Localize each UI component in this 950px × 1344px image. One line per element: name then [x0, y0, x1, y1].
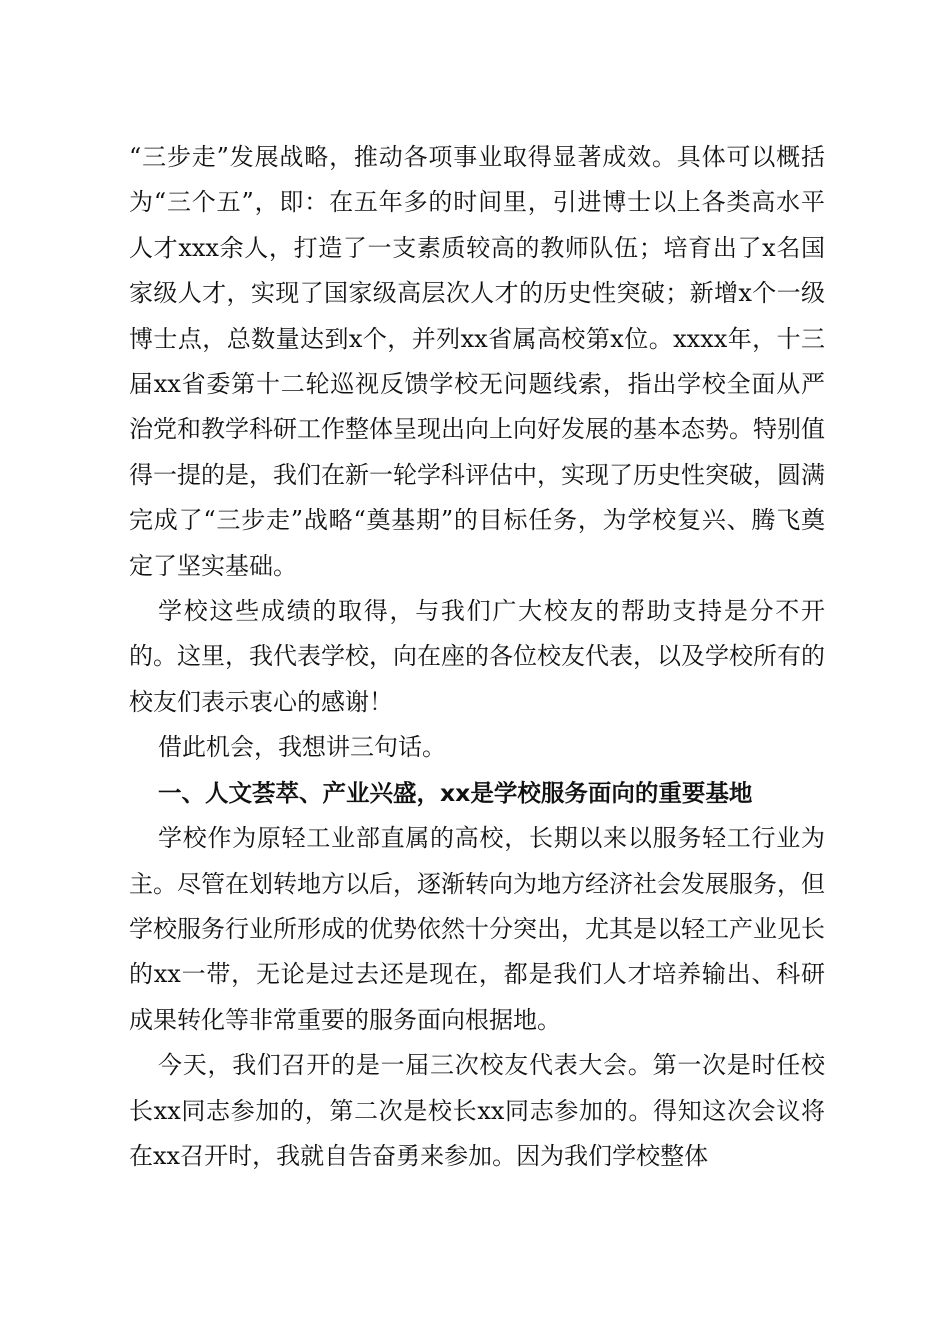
section-heading-one: 一、人文荟萃、产业兴盛，xx是学校服务面向的重要基地: [158, 778, 753, 807]
paragraph-three-points-intro: 借此机会，我想讲三句话。: [158, 733, 446, 762]
paragraph-alumni-thanks: 学校这些成绩的取得，与我们广大校友的帮助支持是分不开的。这里，我代表学校，向在座的各位校友代表，以及学校所有的校友们表示衷心的感谢！: [129, 597, 825, 716]
paragraph-conference: 今天，我们召开的是一届三次校友代表大会。第一次是时任校长xx同志参加的，第二次是校长xx同志参加的。得知这次会议将在xx召开时，我就自告奋勇来参加。因为我们学校整体: [129, 1051, 825, 1170]
document-body: [129, 135, 825, 1179]
paragraph-service-base: 学校作为原轻工业部直属的高校，长期以来以服务轻工行业为主。尽管在划转地方以后，逐渐转向为地方经济社会发展服务，但学校服务行业所形成的优势依然十分突出，尤其是以轻工产业见长的xx一带，无论是过去还是现在，都是我们人才培养输出、科研成果转化等非常重要的服务面向根据地。: [129, 824, 825, 1034]
paragraph-achievements: “三步走”发展战略，推动各项事业取得显著成效。具体可以概括为“三个五”，即：在五年多的时间里，引进博士以上各类高水平人才xxx余人，打造了一支素质较高的教师队伍；培育出了x名国家级人才，实现了国家级高层次人才的历史性突破；新增x个一级博士点，总数量达到x个，并列xx省属高校第x位。xxxx年，十三届xx省委第十二轮巡视反馈学校无问题线索，指出学校全面从严治党和教学科研工作整体呈现出向上向好发展的基本态势。特别值得一提的是，我们在新一轮学科评估中，实现了历史性突破，圆满完成了“三步走”战略“奠基期”的目标任务，为学校复兴、腾飞奠定了坚实基础。: [129, 143, 825, 580]
